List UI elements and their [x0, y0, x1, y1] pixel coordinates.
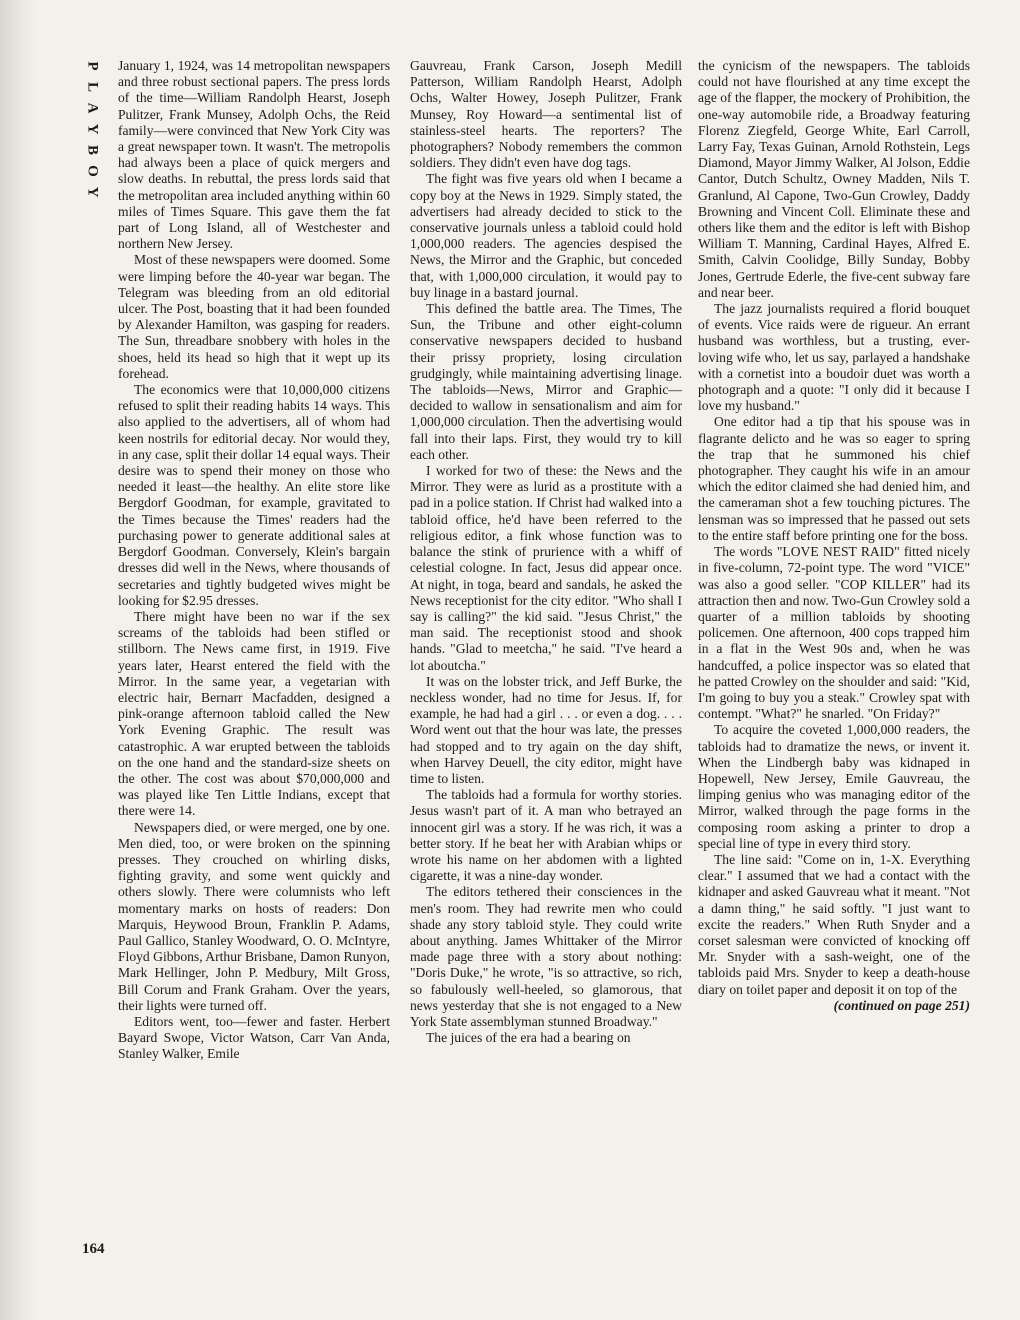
- paragraph: Gauvreau, Frank Carson, Joseph Medill Patterson, William Randolph Hearst, Adolph Ochs, Walter Howey, Joseph Pulitzer, Frank Munsey, Roy Howard—a sentimental list of stainless-steel hearts. The reporters? The photographers? Nobody remembers the common soldiers. They didn't even have dog tags.: [410, 58, 682, 171]
- masthead-letter: Y: [84, 123, 101, 136]
- masthead-letter: A: [84, 102, 101, 115]
- paragraph: The editors tethered their consciences in the men's room. They had rewrite men who could shade any story tabloid style. They could write about anything. James Whittaker of the Mirror made page three with a story about nothing: "Doris Duke," he wrote, "is so attractive, so rich, so fabulously well-heeled, so glamorous, that news yesterday that she is not engaged to a New York State assemblyman stunned Broadway.": [410, 884, 682, 1029]
- paragraph: The economics were that 10,000,000 citizens refused to split their reading habits 14 ways. This also applied to the advertisers, all of whom had keen nostrils for editorial decay. Nor would they, in any case, split their dollar 14 equal ways. Their desire was to spend their money on those who needed it least—the healthy. An elite store like Bergdorf Goodman, for example, gravitated to the Times because the Times' readers had the purchasing power to generate additional sales at Bergdorf Goodman. Conversely, Klein's bargain dresses did well in the News, where thousands of secretaries and tightly budgeted wives might be looking for $2.95 dresses.: [118, 382, 390, 608]
- paragraph: The juices of the era had a bearing on: [426, 1030, 631, 1046]
- paragraph: There might have been no war if the sex screams of the tabloids had been stifled or stillborn. The News came first, in 1919. Five years later, Hearst entered the field with the Mirror. In the same year, a vegetarian with electric hair, Bernarr Macfadden, designed a pink-orange afternoon tabloid called the New York Evening Graphic. The result was catastrophic. A war erupted between the tabloids on the one hand and the standard-size sheets on the other. The cost was about $70,000,000 and was played like Ten Little Indians, except that there were 14.: [118, 608, 390, 819]
- masthead-letter: L: [84, 81, 101, 93]
- paragraph: To acquire the coveted 1,000,000 readers, the tabloids had to dramatize the news, or invent it. When the Lindbergh baby was kidnaped in Hopewell, New Jersey, Emile Gauvreau, the limping genius who was managing editor of the Mirror, walked through the page forms in the composing room asking a printer to drop a special line of type in every third story.: [698, 722, 970, 851]
- paragraph: the cynicism of the newspapers. The tabloids could not have flourished at any time except the age of the flapper, the mockery of Prohibition, the one-way automobile ride, a Broadway featuring Florenz Ziegfeld, George White, Earl Carroll, Larry Fay, Texas Guinan, Arnold Rothstein, Legs Diamond, Mayor Jimmy Walker, Al Jolson, Eddie Cantor, Dutch Schultz, Owney Madden, Nils T. Granlund, Al Capone, Two-Gun Crowley, Daddy Browning and Vincent Coll. Eliminate these and others like them and the editor is left with Bishop William T. Manning, Cardinal Hayes, Alfred E. Smith, Calvin Coolidge, Billy Sunday, Bobby Jones, Gertrude Ederle, the five-cent subway fare and near beer.: [698, 58, 971, 300]
- paragraph: The fight was five years old when I became a copy boy at the News in 1929. Simply stated, the advertisers had already decided to stick to the conservative journals unless a tabloid could hold 1,000,000 readers. The agencies despised the News, the Mirror and the Graphic, but conceded that, with 1,000,000 circulation, it would pay to buy linage in a bastard journal.: [410, 171, 682, 300]
- paragraph: The tabloids had a formula for worthy stories. Jesus wasn't part of it. A man who betrayed an innocent girl was a story. If he was rich, it was a better story. If he beat her with Arabian whips or wrote his name on her abdomen with a lighted cigarette, it was a nine-day wonder.: [410, 787, 682, 884]
- paragraph: January 1, 1924, was 14 metropolitan newspapers and three robust sectional papers. The press lords of the time—William Randolph Hearst, Joseph Pulitzer, Frank Munsey, Adolph Ochs, the Reid family—were convinced that New York City was a great newspaper town. It wasn't. The metropolis had always been a place of quick mergers and slow deaths. In rebuttal, the press lords said that the metropolitan area included anything within 60 miles of Times Square. This gave them the fat part of Long Island, all of Westchester and northern New Jersey.: [118, 58, 390, 252]
- paragraph: The words "LOVE NEST RAID" fitted nicely in five-column, 72-point type. The word "VICE" was also a good seller. "COP KILLER" had its attraction then and now. Two-Gun Crowley sold a quarter of a million tabloids by shooting policemen. One afternoon, 400 cops trapped him in a flat in the West 90s and, when he was handcuffed, a police inspector was so elated that he patted Crowley on the shoulder and said: "Kid, I'm going to buy you a steak." Crowley spat with contempt. "What?" he snarled. "On Friday?": [698, 544, 970, 722]
- page-number: 164: [82, 1241, 105, 1257]
- masthead-letter: B: [84, 144, 101, 156]
- paragraph: One editor had a tip that his spouse was in flagrante delicto and he was so eager to spring the trap that he summoned his chief photographer. They caught his wife in an amour which the editor claimed she had denied him, and the cameraman shot a few touching pictures. The lensman was so impressed that he passed out sets to the entire staff before printing one for the boss.: [698, 414, 970, 543]
- text-column-1: [118, 58, 390, 1063]
- text-column-2: [410, 58, 682, 1046]
- text-column-3: [698, 58, 970, 1014]
- paragraph: I worked for two of these: the News and the Mirror. They were as lurid as a prostitute with a pad in a police station. If Christ had walked into a tabloid office, he'd have been referred to the religious editor, a fink whose function was to balance the stink of prurience with a whiff of celestial cologne. In fact, Jesus did appear once. At night, in toga, beard and sandals, he asked the News receptionist for the city editor. "Who shall I say is calling?" the kid said. "Jesus Christ," the man said. The receptionist stood and shook hands. "Glad to meetcha," he said. "I've heard a lot aboutcha.": [410, 463, 682, 673]
- paragraph: Most of these newspapers were doomed. Some were limping before the 40-year war began. The Telegram was bleeding from an old editorial ulcer. The Post, boasting that it had been founded by Alexander Hamilton, was gasping for readers. The Sun, threadbare snobbery with holes in the shoes, held its head so high that it wept up its forehead.: [118, 252, 390, 381]
- paragraph: This defined the battle area. The Times, The Sun, the Tribune and other eight-column conservative newspapers decided to husband their prissy propriety, losing circulation grudgingly, while maintaining advertising linage. The tabloids—News, Mirror and Graphic—decided to wallow in sensationalism and aim for 1,000,000 circulation. Then the advertising would fall into their laps. First, they would try to kill each other.: [410, 301, 682, 462]
- paragraph: The line said: "Come on in, 1-X. Everything clear." I assumed that we had a contact with the kidnaper and asked Gauvreau what it meant. "Not a damn thing," he said softly. "I just want to excite the readers." When Ruth Snyder and a corset salesman were convicted of knocking off Mr. Snyder with a sash-weight, one of the tabloids paid Mrs. Snyder to keep a death-house diary on toilet paper and deposit it on top of the: [698, 851, 970, 997]
- paragraph: Newspapers died, or were merged, one by one. Men died, too, or were broken on the spinning presses. They crouched on whirling disks, fighting gravity, and some went quickly and others slowly. There were columnists who left momentary marks on hosts of readers: Don Marquis, Heywood Broun, Franklin P. Adams, Paul Gallico, Stanley Woodward, O. O. McIntyre, Floyd Gibbons, Arthur Brisbane, Damon Runyon, Mark Hellinger, John P. Medbury, Milt Gross, Bill Corum and Frank Graham. Over the years, their lights were turned off.: [118, 819, 390, 1013]
- masthead-vertical: [82, 56, 102, 203]
- page-edge-shadow: [0, 0, 38, 1320]
- masthead-letter: O: [84, 165, 101, 178]
- paragraph: The jazz journalists required a florid bouquet of events. Vice raids were de rigueur. An errant husband was worthless, but a trusting, ever-loving wife who, let us say, parlayed a handshake with a cornetist into a boudoir duet was worth a photograph and a quote: "I only did it because I love my husband.": [698, 301, 970, 414]
- continued-note: (continued on page 251): [833, 997, 970, 1013]
- masthead-letter: Y: [84, 186, 101, 199]
- paragraph: It was on the lobster trick, and Jeff Burke, the neckless wonder, had no time for Jesus. If, for example, he had had a girl . . . or even a dog. . . . Word went out that the hour was late, the presses had stopped and to try again on the day shift, when Harvey Deuell, the city editor, might have time to listen.: [410, 673, 682, 786]
- masthead-letter: P: [84, 61, 101, 72]
- paragraph: Editors went, too—fewer and faster. Herbert Bayard Swope, Victor Watson, Carr Van Anda, Stanley Walker, Emile: [118, 1013, 390, 1062]
